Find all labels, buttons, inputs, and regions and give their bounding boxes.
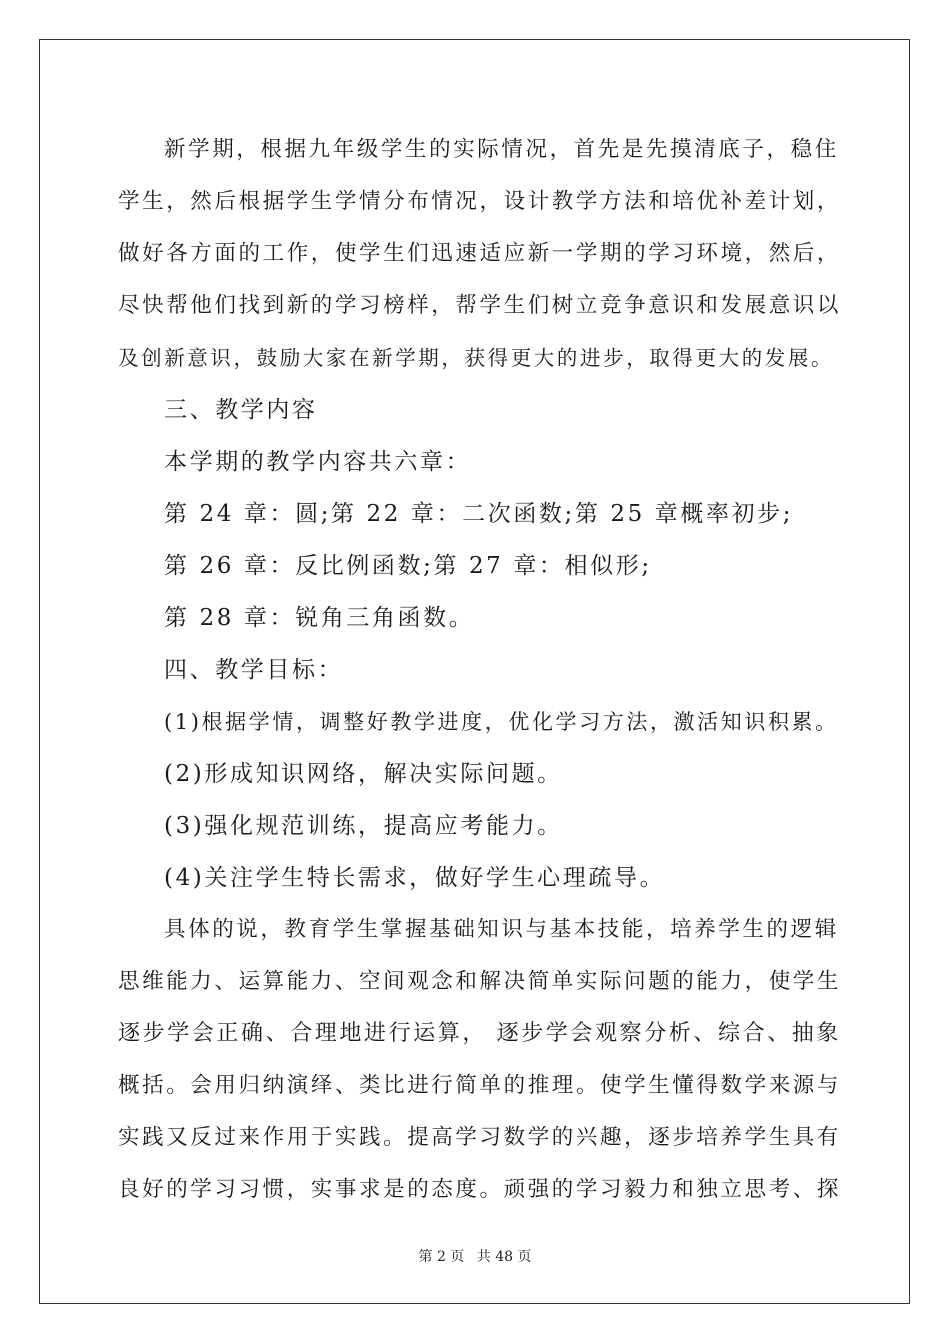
text-line: (2)形成知识网络，解决实际问题。 (164, 761, 563, 787)
text-line: 逐步学会正确、合理地进行运算， 逐步学会观察分析、综合、抽象 (118, 1021, 841, 1046)
text-line: (3)强化规范训练，提高应考能力。 (164, 813, 563, 839)
text-line: 学生，然后根据学生学情分布情况，设计教学方法和培优补差计划， (118, 189, 842, 214)
text-line: 第 24 章：圆;第 22 章：二次函数;第 25 章概率初步; (164, 501, 794, 527)
text-line: 第 26 章：反比例函数;第 27 章：相似形; (164, 553, 652, 579)
text-line: 具体的说，教育学生掌握基础知识与基本技能，培养学生的逻辑 (164, 917, 839, 942)
text-line: 概括。会用归纳演绎、类比进行简单的推理。使学生懂得数学来源与 (118, 1073, 842, 1098)
text-line: 新学期，根据九年级学生的实际情况，首先是先摸清底子，稳住 (164, 137, 839, 162)
document-body (118, 124, 848, 1216)
text-line: 四、教学目标： (164, 657, 344, 683)
text-line: 思维能力、运算能力、空间观念和解决简单实际问题的能力，使学生 (118, 969, 842, 994)
page-footer (0, 1246, 950, 1266)
text-line: 良好的学习习惯，实事求是的态度。顽强的学习毅力和独立思考、探 (118, 1177, 842, 1202)
text-line: 三、教学内容 (164, 397, 318, 423)
text-line: 及创新意识，鼓励大家在新学期，获得更大的进步，取得更大的发展。 (118, 346, 835, 370)
page-total: 共 48 页 (476, 1249, 532, 1265)
text-line: 做好各方面的工作，使学生们迅速适应新一学期的学习环境，然后， (118, 241, 842, 266)
text-line: 实践又反过来作用于实践。提高学习数学的兴趣，逐步培养学生具有 (118, 1125, 842, 1150)
text-line: (4)关注学生特长需求，做好学生心理疏导。 (164, 865, 666, 891)
text-line: 第 28 章：锐角三角函数。 (164, 605, 475, 631)
text-line: (1)根据学情，调整好教学进度，优化学习方法，激活知识积累。 (164, 710, 839, 734)
text-line: 本学期的教学内容共六章： (164, 449, 472, 475)
text-line: 尽快帮他们找到新的学习榜样，帮学生们树立竞争意识和发展意识以 (118, 293, 842, 318)
page-number: 第 2 页 (418, 1249, 465, 1265)
